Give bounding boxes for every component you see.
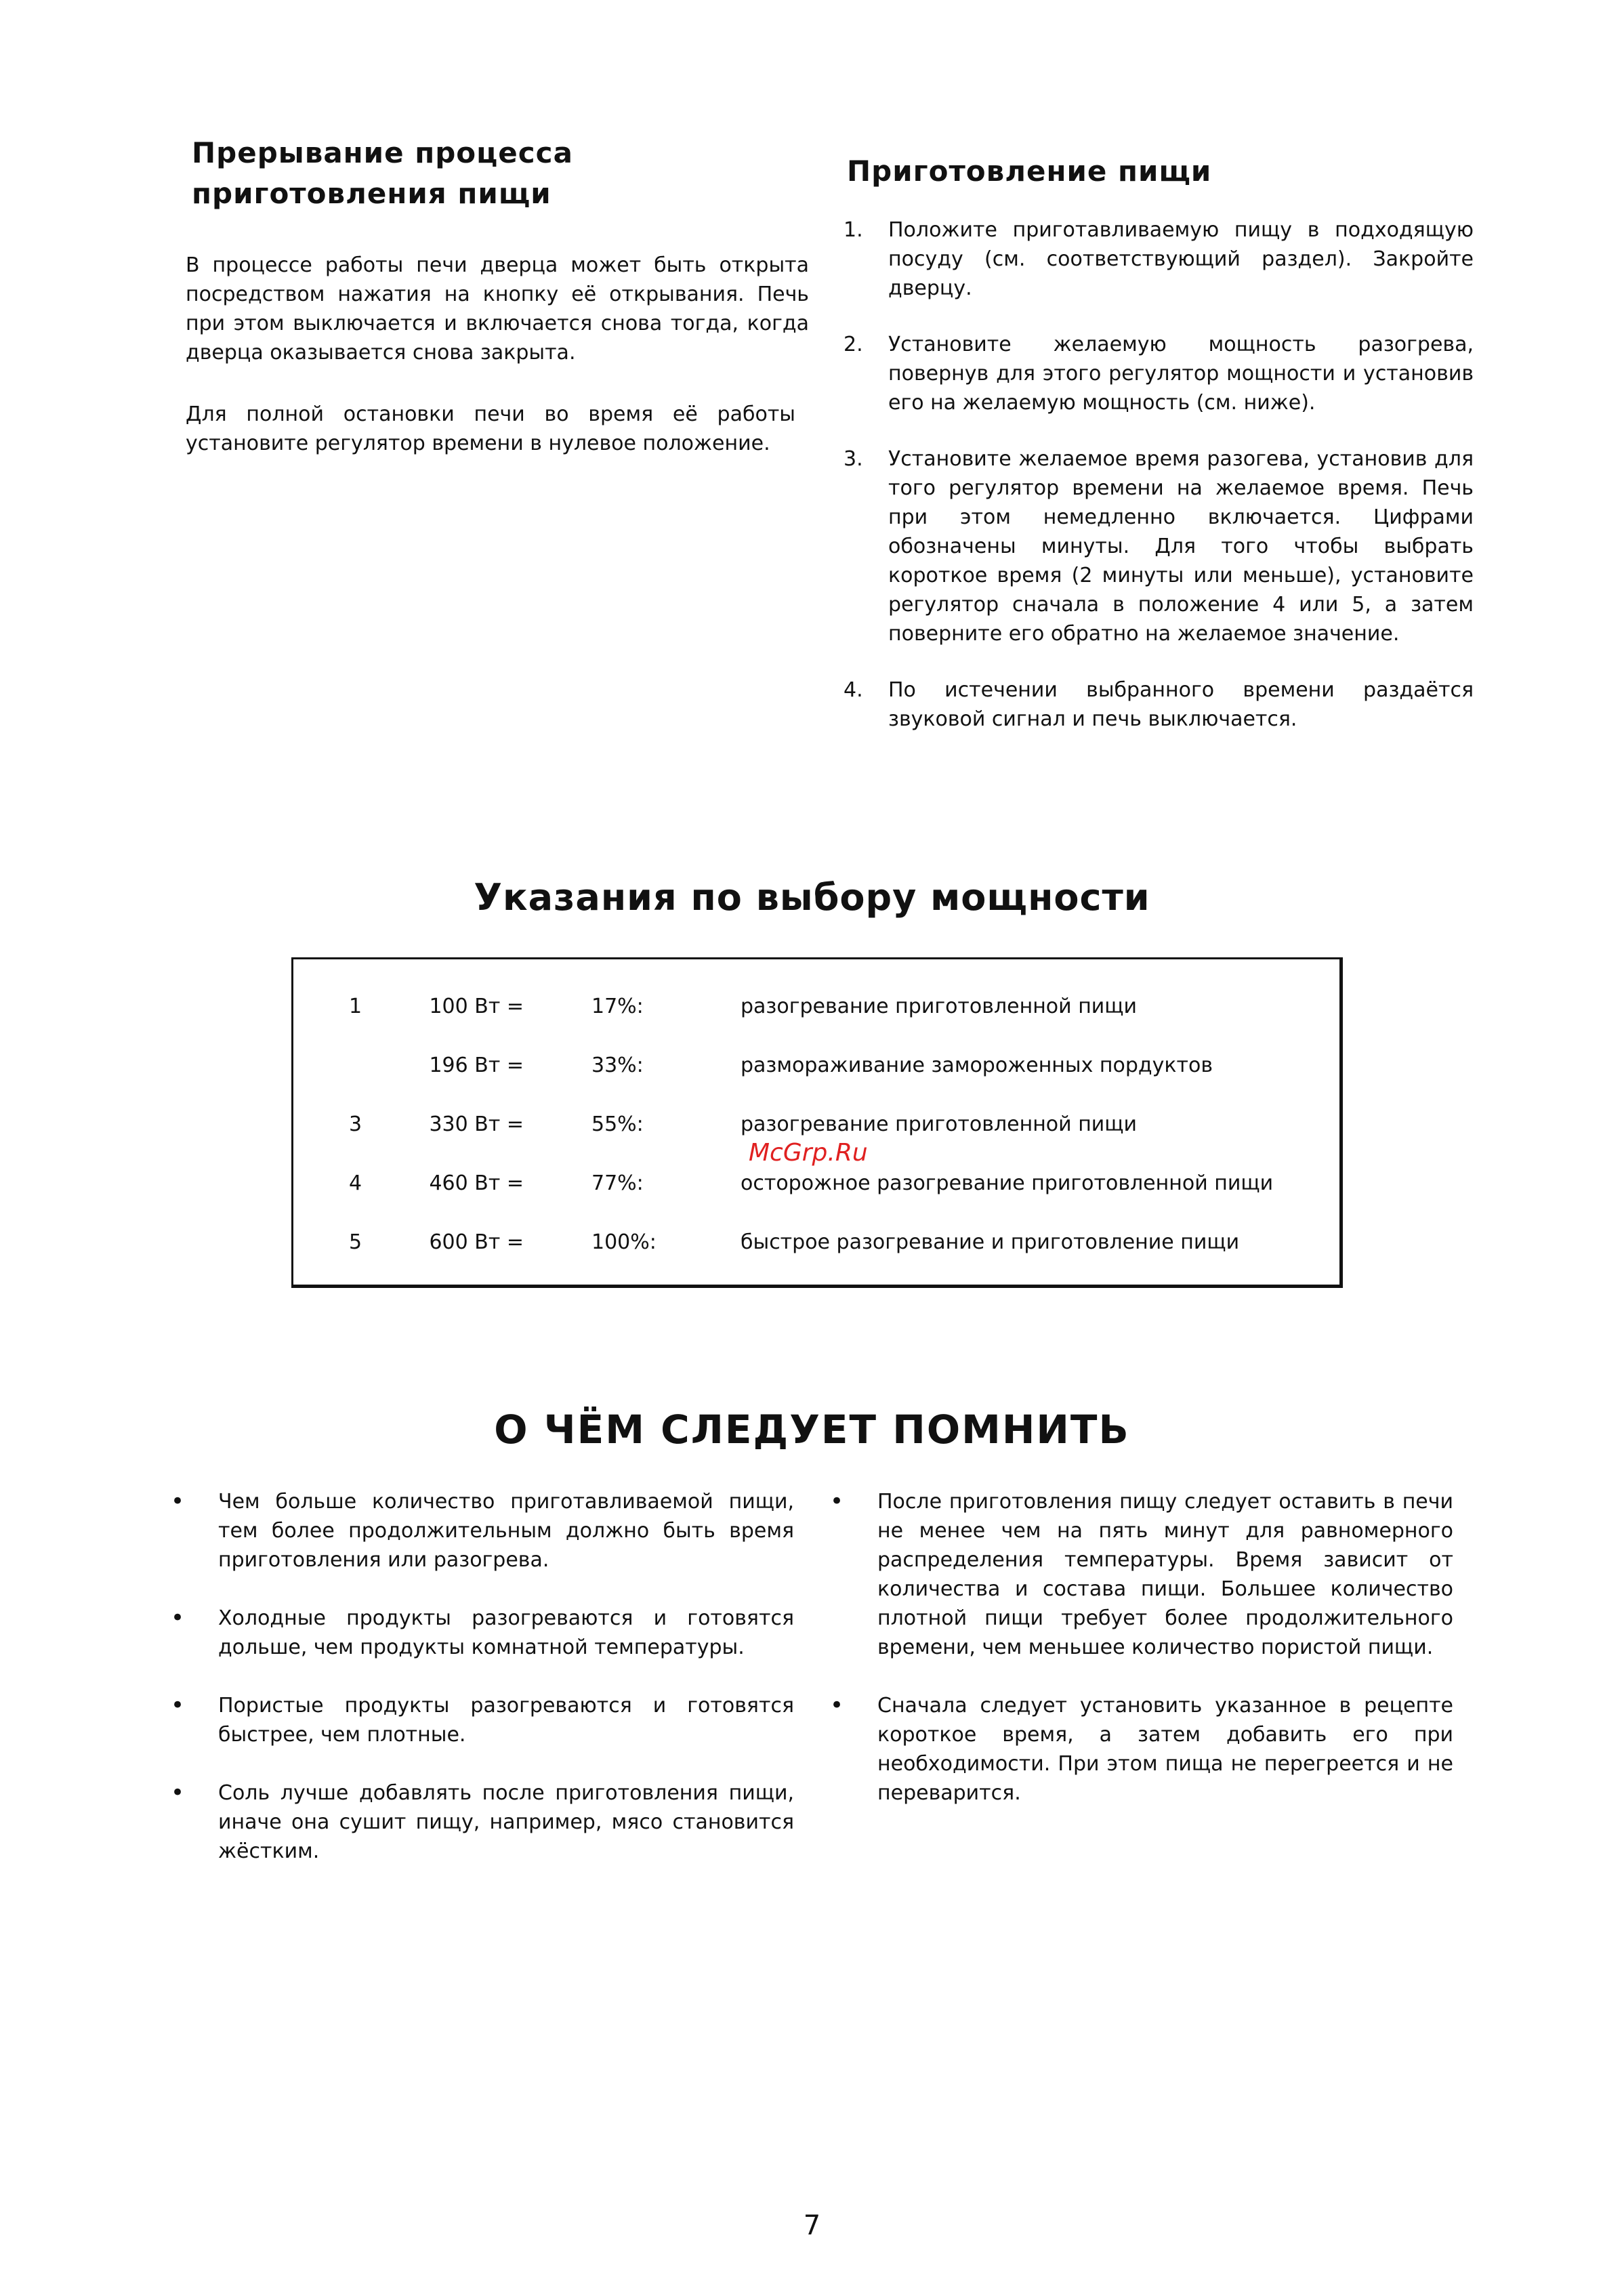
list-item <box>171 1691 794 1749</box>
list-item-text: Холодные продукты разогреваются и готовятся дольше, чем продукты комнатной температуры. <box>218 1606 794 1659</box>
step-number: 3. <box>844 447 863 471</box>
step-text: Установите желаемую мощность разогрева, повернув для этого регулятор мощности и установив его на желаемую мощность (см. ниже). <box>888 333 1474 415</box>
power-row <box>293 1045 1339 1086</box>
bullet-icon: • <box>830 1692 844 1719</box>
power-description: размораживание замороженных пордуктов <box>741 1054 1213 1077</box>
cooking-steps-list <box>844 215 1474 761</box>
section-title-cooking: Приготовление пищи <box>847 154 1212 188</box>
bullet-icon: • <box>171 1692 185 1719</box>
list-item <box>171 1778 794 1866</box>
cooking-step <box>844 215 1474 303</box>
power-level: 4 <box>349 1171 362 1195</box>
step-text: Положите приготавливаемую пищу в подходящую посуду (см. соответствующий раздел). Закройте дверцу. <box>888 218 1474 300</box>
section-title-power: Указания по выбору мощности <box>474 876 1150 919</box>
power-watts: 196 Вт = <box>429 1054 524 1077</box>
bullet-icon: • <box>171 1604 185 1631</box>
list-item-text: Пористые продукты разогреваются и готовятся быстрее, чем плотные. <box>218 1694 794 1747</box>
power-description: осторожное разогревание приготовленной пищи <box>741 1171 1274 1195</box>
power-percent: 100%: <box>591 1230 657 1254</box>
cooking-step <box>844 330 1474 417</box>
power-level: 1 <box>349 995 362 1018</box>
cooking-step <box>844 675 1474 734</box>
power-row <box>293 986 1339 1027</box>
interrupt-paragraph-1: В процессе работы печи дверца может быть открыта посредством нажатия на кнопку её открывания. Печь при этом выключается и включается снова тогда, когда дверца оказывается снова закрыта. <box>186 253 809 365</box>
power-row <box>293 1163 1339 1204</box>
page-number: 7 <box>803 2210 821 2241</box>
step-text: По истечении выбранного времени раздаётся звуковой сигнал и печь выключается. <box>888 678 1474 731</box>
list-item-text: Сначала следует установить указанное в рецепте короткое время, а затем добавить его при необходимости. При этом пища не перегреется и не переварится. <box>877 1694 1453 1805</box>
bullet-icon: • <box>171 1488 185 1515</box>
list-item-text: После приготовления пищу следует оставить в печи не менее чем на пять минут для равномерного распределения температуры. Время зависит от количества и состава пищи. Большее количество плотной пищи требует более продолжительного времени, чем меньшее количество пористой пищи. <box>877 1490 1453 1659</box>
step-number: 1. <box>844 218 863 242</box>
step-text: Установите желаемое время разогева, установив для того регулятор времени на желаемое время. Печь при этом немедленно включается. Цифрами обозначены минуты. Для того чтобы выбрать короткое время (2 минуты или меньше), установите регулятор сначала в положение 4 или 5, а затем поверните его обратно на желаемое значение. <box>888 447 1474 646</box>
list-item-text: Чем больше количество приготавливаемой пищи, тем более продолжительным должно быть время приготовления или разогрева. <box>218 1490 794 1572</box>
bullet-icon: • <box>171 1779 185 1806</box>
power-percent: 33%: <box>591 1054 644 1077</box>
power-description: быстрое разогревание и приготовление пищи <box>741 1230 1240 1254</box>
power-watts: 100 Вт = <box>429 995 524 1018</box>
power-percent: 77%: <box>591 1171 644 1195</box>
cooking-step <box>844 444 1474 648</box>
watermark: McGrp.Ru <box>749 1139 868 1167</box>
section-title-interrupt: Прерывание процесса приготовления пищи <box>192 136 573 210</box>
power-description: разогревание приготовленной пищи <box>741 1112 1138 1136</box>
list-item <box>171 1604 794 1662</box>
interrupt-paragraph-2: Для полной остановки печи во время её работы установите регулятор времени в нулевое положение. <box>186 402 795 455</box>
power-row <box>293 1222 1339 1263</box>
step-number: 2. <box>844 333 863 356</box>
step-number: 4. <box>844 678 863 702</box>
power-level: 5 <box>349 1230 362 1254</box>
power-level: 3 <box>349 1112 362 1136</box>
list-item <box>830 1691 1453 1808</box>
list-item <box>830 1487 1453 1662</box>
power-description: разогревание приготовленной пищи <box>741 995 1138 1018</box>
power-watts: 600 Вт = <box>429 1230 524 1254</box>
remember-list-right <box>830 1487 1453 1837</box>
list-item-text: Соль лучше добавлять после приготовления пищи, иначе она сушит пищу, например, мясо становится жёстким. <box>218 1781 794 1863</box>
power-percent: 17%: <box>591 995 644 1018</box>
power-percent: 55%: <box>591 1112 644 1136</box>
power-watts: 330 Вт = <box>429 1112 524 1136</box>
power-table <box>291 957 1343 1288</box>
power-watts: 460 Вт = <box>429 1171 524 1195</box>
bullet-icon: • <box>830 1488 844 1515</box>
section-title-remember: О ЧЁМ СЛЕДУЕТ ПОМНИТЬ <box>494 1407 1130 1453</box>
list-item <box>171 1487 794 1575</box>
remember-list-left <box>171 1487 794 1895</box>
